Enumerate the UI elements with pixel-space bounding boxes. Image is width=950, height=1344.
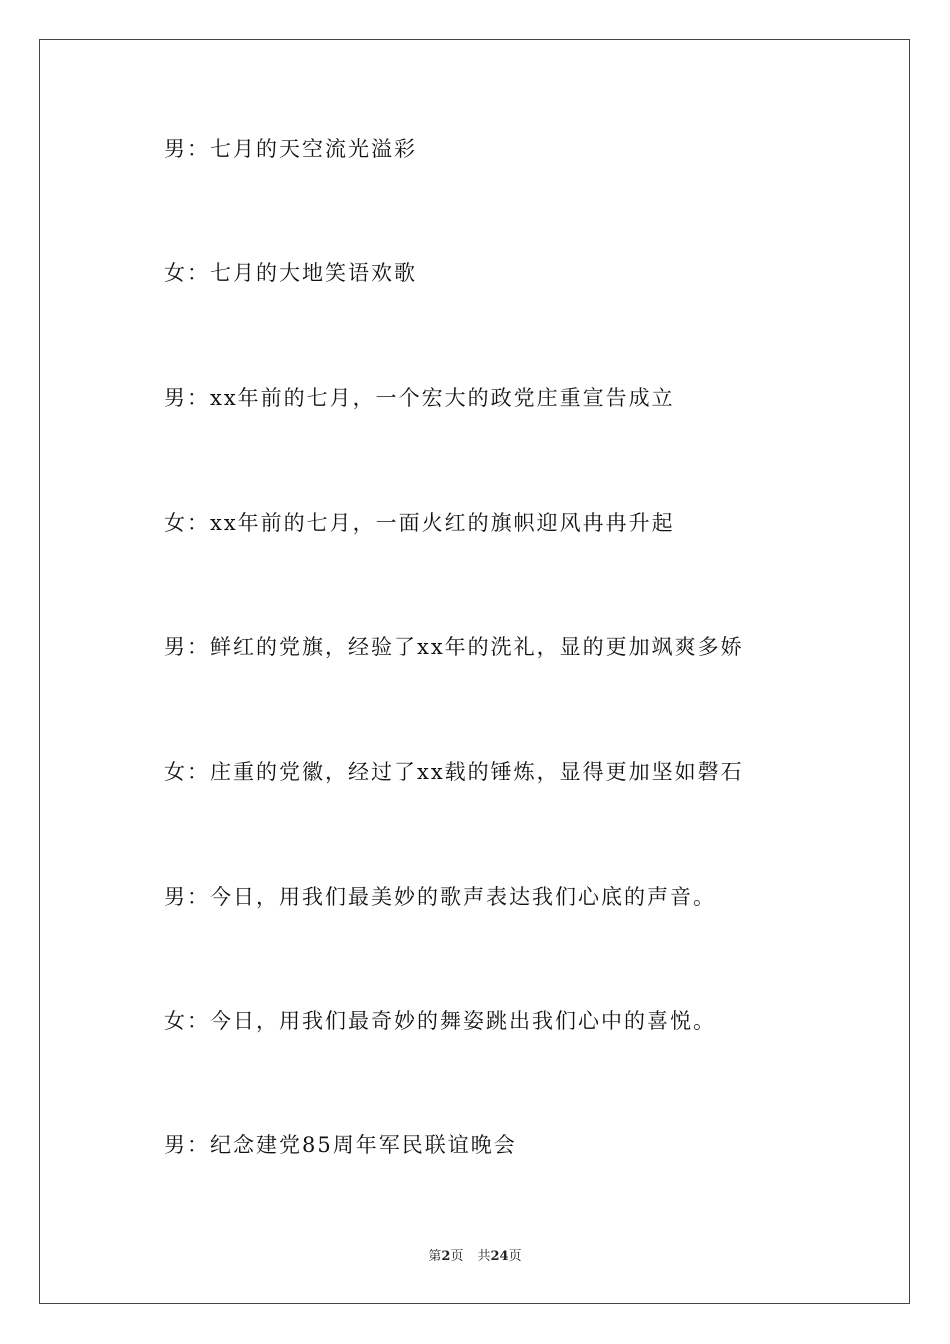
page-footer (0, 1245, 950, 1264)
script-line-1: 男：七月的天空流光溢彩 (164, 137, 417, 161)
script-line-8: 女：今日，用我们最奇妙的舞姿跳出我们心中的喜悦。 (164, 1009, 716, 1033)
footer-page-number: 2 (441, 1249, 451, 1264)
script-line-5: 男：鲜红的党旗，经验了xx年的洗礼，显的更加飒爽多娇 (164, 635, 744, 659)
page-border (39, 39, 910, 1304)
footer-page-suffix: 页 (450, 1249, 464, 1264)
script-line-6: 女：庄重的党徽，经过了xx载的锤炼，显得更加坚如磬石 (164, 760, 744, 784)
footer-page-prefix: 第 (428, 1249, 442, 1264)
script-line-4: 女：xx年前的七月，一面火红的旗帜迎风冉冉升起 (164, 511, 675, 535)
script-line-3: 男：xx年前的七月，一个宏大的政党庄重宣告成立 (164, 386, 675, 410)
script-line-2: 女：七月的大地笑语欢歌 (164, 261, 417, 285)
footer-total-suffix: 页 (508, 1249, 522, 1264)
footer-total-pages: 24 (490, 1249, 509, 1264)
script-line-7: 男：今日，用我们最美妙的歌声表达我们心底的声音。 (164, 885, 716, 909)
script-line-9: 男：纪念建党85周年军民联谊晚会 (164, 1133, 517, 1157)
footer-total-prefix: 共 (477, 1249, 491, 1264)
